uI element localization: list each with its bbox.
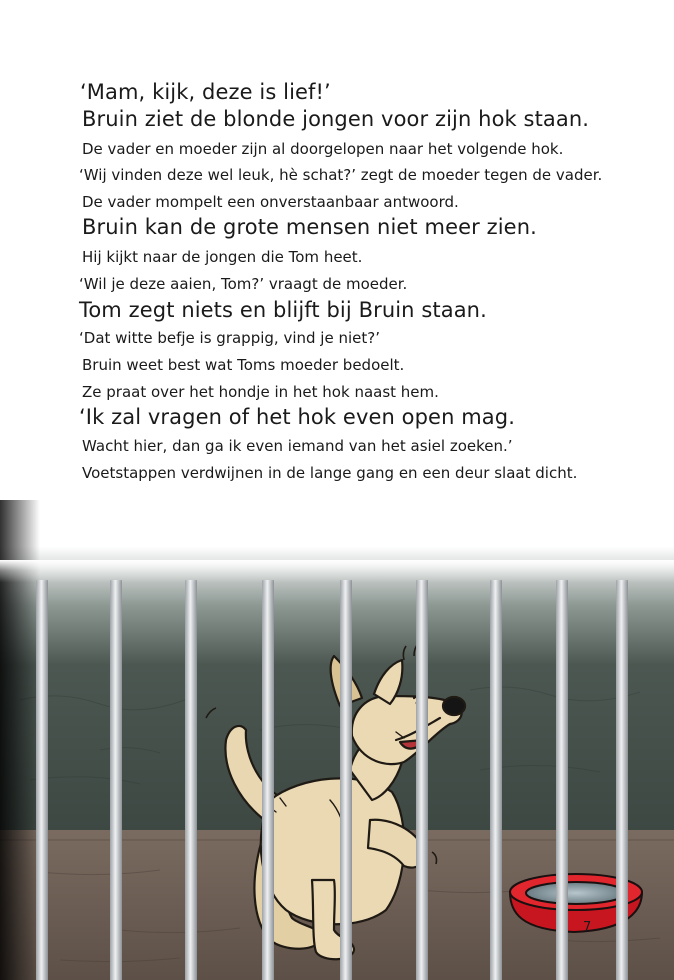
page-number: 7	[583, 920, 592, 935]
story-line: Bruin ziet de blonde jongen voor zijn hok staan.	[82, 107, 590, 131]
story-line: ‘Wij vinden deze wel leuk, hè schat?’ zegt de moeder tegen de vader.	[79, 166, 603, 184]
story-line: Ze praat over het hondje in het hok naast hem.	[82, 383, 439, 401]
story-line: De vader en moeder zijn al doorgelopen naar het volgende hok.	[82, 140, 564, 158]
story-line: Hij kijkt naar de jongen die Tom heet.	[82, 248, 363, 266]
story-line: ‘Wil je deze aaien, Tom?’ vraagt de moeder.	[79, 275, 408, 293]
story-line: ‘Dat witte befje is grappig, vind je niet?’	[79, 329, 380, 347]
story-line: ‘Mam, kijk, deze is lief!’	[80, 80, 331, 104]
story-line: ‘Ik zal vragen of het hok even open mag.	[79, 405, 515, 429]
story-line: Voetstappen verdwijnen in de lange gang en een deur slaat dicht.	[82, 464, 578, 482]
kennel-illustration	[0, 500, 674, 980]
story-line: Bruin kan de grote mensen niet meer zien.	[82, 215, 537, 239]
story-line: De vader mompelt een onverstaanbaar antwoord.	[82, 193, 459, 211]
story-line: Tom zegt niets en blijft bij Bruin staan.	[79, 298, 487, 322]
story-line: Bruin weet best wat Toms moeder bedoelt.	[82, 356, 405, 374]
story-line: Wacht hier, dan ga ik even iemand van het asiel zoeken.’	[82, 437, 513, 455]
